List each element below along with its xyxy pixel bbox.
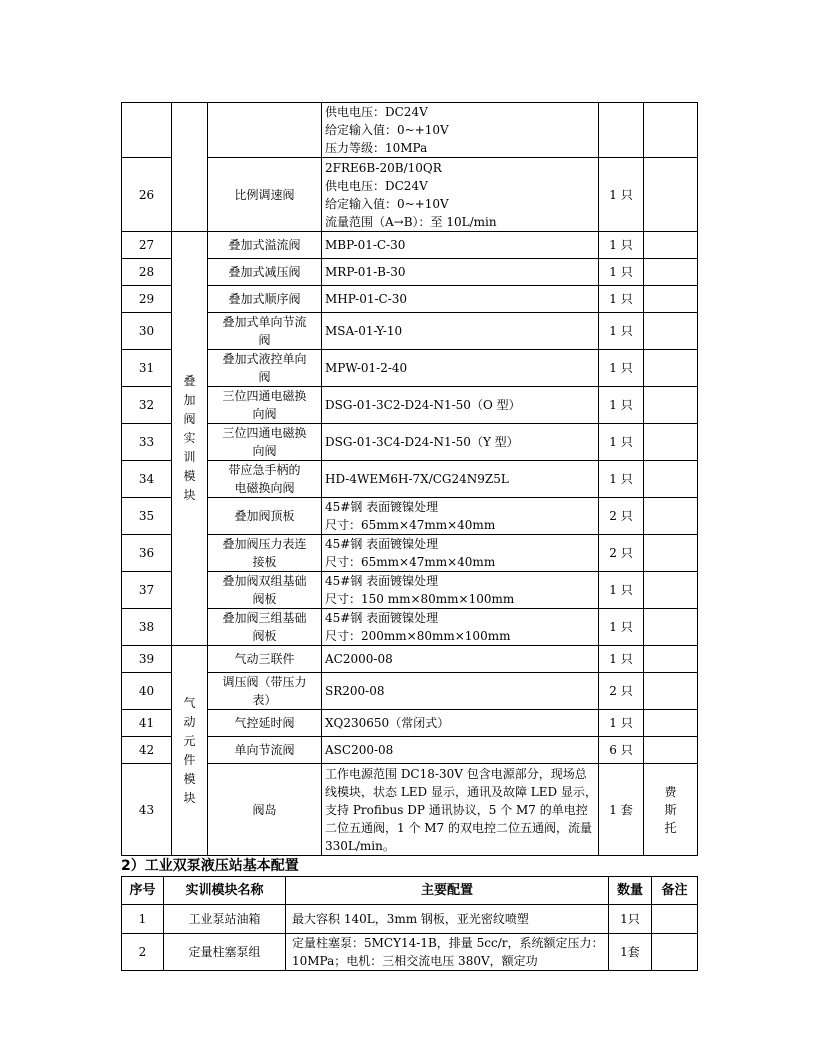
header-name: 实训模块名称 xyxy=(164,877,286,905)
header-spec: 主要配置 xyxy=(286,877,609,905)
item-qty xyxy=(599,103,644,158)
item-spec: 工作电源范围 DC18-30V 包含电源部分，现场总线模块，状态 LED 显示，通讯及故障 LED 显示，支持 Profibus DP 通讯协议，5 个 M7 的单电控二位五通阀，1 个 M7 的双电控二位五通阀，流量 330L/min。 xyxy=(322,764,599,856)
item-qty: 1 套 xyxy=(599,764,644,856)
item-name: 叠加式液控单向 阀 xyxy=(208,350,322,387)
row-number: 30 xyxy=(122,313,172,350)
item-name: 叠加式溢流阀 xyxy=(208,232,322,259)
item-qty: 1 只 xyxy=(599,158,644,232)
item-qty: 1 只 xyxy=(599,387,644,424)
item-qty: 1 只 xyxy=(599,350,644,387)
item-spec: DSG-01-3C2-D24-N1-50（O 型） xyxy=(322,387,599,424)
table-row xyxy=(122,737,698,764)
table-row xyxy=(122,232,698,259)
item-qty: 1只 xyxy=(609,905,652,934)
table-row xyxy=(122,710,698,737)
item-note xyxy=(644,572,698,609)
item-spec: 45#钢 表面镀镍处理 尺寸：200mm×80mm×100mm xyxy=(322,609,599,646)
equipment-table xyxy=(121,102,698,856)
header-note: 备注 xyxy=(652,877,698,905)
item-qty: 1 只 xyxy=(599,424,644,461)
module-label: 叠加阀实训模块 xyxy=(183,374,196,502)
item-name: 三位四通电磁换 向阀 xyxy=(208,424,322,461)
row-number: 35 xyxy=(122,498,172,535)
item-note xyxy=(644,158,698,232)
table-row xyxy=(122,673,698,710)
item-note xyxy=(652,905,698,934)
row-number: 31 xyxy=(122,350,172,387)
table-row xyxy=(122,286,698,313)
row-number: 29 xyxy=(122,286,172,313)
table-row xyxy=(122,158,698,232)
module-cell-pneumatic xyxy=(172,646,208,856)
row-number: 1 xyxy=(122,905,164,934)
item-note xyxy=(644,673,698,710)
table-row xyxy=(122,609,698,646)
item-note xyxy=(644,646,698,673)
table-row xyxy=(122,350,698,387)
item-spec: 45#钢 表面镀镍处理 尺寸：65mm×47mm×40mm xyxy=(322,498,599,535)
item-spec: 供电电压：DC24V 给定输入值：0~+10V 压力等级：10MPa xyxy=(322,103,599,158)
item-spec: HD-4WEM6H-7X/CG24N9Z5L xyxy=(322,461,599,498)
item-note xyxy=(644,313,698,350)
item-qty: 2 只 xyxy=(599,535,644,572)
row-number xyxy=(122,103,172,158)
table-row xyxy=(122,103,698,158)
row-number: 40 xyxy=(122,673,172,710)
table-row xyxy=(122,424,698,461)
item-qty: 1 只 xyxy=(599,259,644,286)
item-name: 工业泵站油箱 xyxy=(164,905,286,934)
item-name: 叠加式顺序阀 xyxy=(208,286,322,313)
row-number: 28 xyxy=(122,259,172,286)
item-qty: 2 只 xyxy=(599,673,644,710)
item-note xyxy=(644,535,698,572)
table-row xyxy=(122,461,698,498)
row-number: 2 xyxy=(122,934,164,971)
item-spec: 45#钢 表面镀镍处理 尺寸：65mm×47mm×40mm xyxy=(322,535,599,572)
pump-station-table xyxy=(121,876,698,971)
item-spec: MSA-01-Y-10 xyxy=(322,313,599,350)
item-spec: MRP-01-B-30 xyxy=(322,259,599,286)
item-qty: 6 只 xyxy=(599,737,644,764)
module-cell-stack xyxy=(172,232,208,646)
item-note xyxy=(644,259,698,286)
item-spec: XQ230650（常闭式） xyxy=(322,710,599,737)
row-number: 37 xyxy=(122,572,172,609)
item-name: 单向节流阀 xyxy=(208,737,322,764)
item-qty: 2 只 xyxy=(599,498,644,535)
item-note xyxy=(644,737,698,764)
item-spec: MBP-01-C-30 xyxy=(322,232,599,259)
row-number: 36 xyxy=(122,535,172,572)
header-no: 序号 xyxy=(122,877,164,905)
item-qty: 1 只 xyxy=(599,286,644,313)
item-qty: 1套 xyxy=(609,934,652,971)
item-name: 阀岛 xyxy=(208,764,322,856)
item-name: 叠加式减压阀 xyxy=(208,259,322,286)
row-number: 41 xyxy=(122,710,172,737)
item-note xyxy=(644,103,698,158)
header-qty: 数量 xyxy=(609,877,652,905)
item-qty: 1 只 xyxy=(599,313,644,350)
item-qty: 1 只 xyxy=(599,646,644,673)
item-name: 叠加式单向节流 阀 xyxy=(208,313,322,350)
table-row xyxy=(122,905,698,934)
table-row xyxy=(122,764,698,856)
item-qty: 1 只 xyxy=(599,609,644,646)
item-spec: ASC200-08 xyxy=(322,737,599,764)
row-number: 32 xyxy=(122,387,172,424)
note-text: 费斯托 xyxy=(664,784,677,835)
item-name xyxy=(208,103,322,158)
row-number: 39 xyxy=(122,646,172,673)
item-qty: 1 只 xyxy=(599,572,644,609)
item-note xyxy=(644,387,698,424)
item-spec: DSG-01-3C4-D24-N1-50（Y 型） xyxy=(322,424,599,461)
row-number: 34 xyxy=(122,461,172,498)
item-note xyxy=(644,350,698,387)
item-name: 带应急手柄的 电磁换向阀 xyxy=(208,461,322,498)
item-note xyxy=(644,232,698,259)
row-number: 38 xyxy=(122,609,172,646)
item-spec: 45#钢 表面镀镍处理 尺寸：150 mm×80mm×100mm xyxy=(322,572,599,609)
table-row xyxy=(122,934,698,971)
table-row xyxy=(122,259,698,286)
table-row xyxy=(122,313,698,350)
item-note xyxy=(644,710,698,737)
section-heading: 2）工业双泵液压站基本配置 xyxy=(121,858,299,874)
item-name: 比例调速阀 xyxy=(208,158,322,232)
item-note xyxy=(644,286,698,313)
table-row xyxy=(122,535,698,572)
row-number: 42 xyxy=(122,737,172,764)
module-label: 气动元件模块 xyxy=(183,695,196,805)
item-note xyxy=(644,424,698,461)
item-note xyxy=(644,764,698,856)
item-qty: 1 只 xyxy=(599,710,644,737)
item-name: 调压阀（带压力 表） xyxy=(208,673,322,710)
item-qty: 1 只 xyxy=(599,461,644,498)
item-spec: 定量柱塞泵：5MCY14-1B，排量 5cc/r，系统额定压力：10MPa；电机：三相交流电压 380V，额定功 xyxy=(286,934,609,971)
item-name: 叠加阀双组基础 阀板 xyxy=(208,572,322,609)
item-note xyxy=(644,461,698,498)
item-name: 气控延时阀 xyxy=(208,710,322,737)
item-name: 定量柱塞泵组 xyxy=(164,934,286,971)
table-header-row xyxy=(122,877,698,905)
item-name: 气动三联件 xyxy=(208,646,322,673)
item-spec: AC2000-08 xyxy=(322,646,599,673)
item-spec: 2FRE6B-20B/10QR 供电电压：DC24V 给定输入值：0~+10V 流量范围（A→B）：至 10L/min xyxy=(322,158,599,232)
item-name: 叠加阀三组基础 阀板 xyxy=(208,609,322,646)
item-qty: 1 只 xyxy=(599,232,644,259)
row-number: 33 xyxy=(122,424,172,461)
row-number: 27 xyxy=(122,232,172,259)
item-name: 叠加阀压力表连 接板 xyxy=(208,535,322,572)
item-note xyxy=(644,498,698,535)
row-number: 43 xyxy=(122,764,172,856)
item-name: 三位四通电磁换 向阀 xyxy=(208,387,322,424)
item-note xyxy=(652,934,698,971)
item-name: 叠加阀顶板 xyxy=(208,498,322,535)
table-row xyxy=(122,387,698,424)
table-row xyxy=(122,498,698,535)
table-row xyxy=(122,572,698,609)
row-number: 26 xyxy=(122,158,172,232)
item-spec: SR200-08 xyxy=(322,673,599,710)
item-spec: 最大容积 140L，3mm 钢板，亚光密纹喷塑 xyxy=(286,905,609,934)
table-row xyxy=(122,646,698,673)
item-spec: MPW-01-2-40 xyxy=(322,350,599,387)
item-spec: MHP-01-C-30 xyxy=(322,286,599,313)
module-cell-continued xyxy=(172,103,208,232)
item-note xyxy=(644,609,698,646)
